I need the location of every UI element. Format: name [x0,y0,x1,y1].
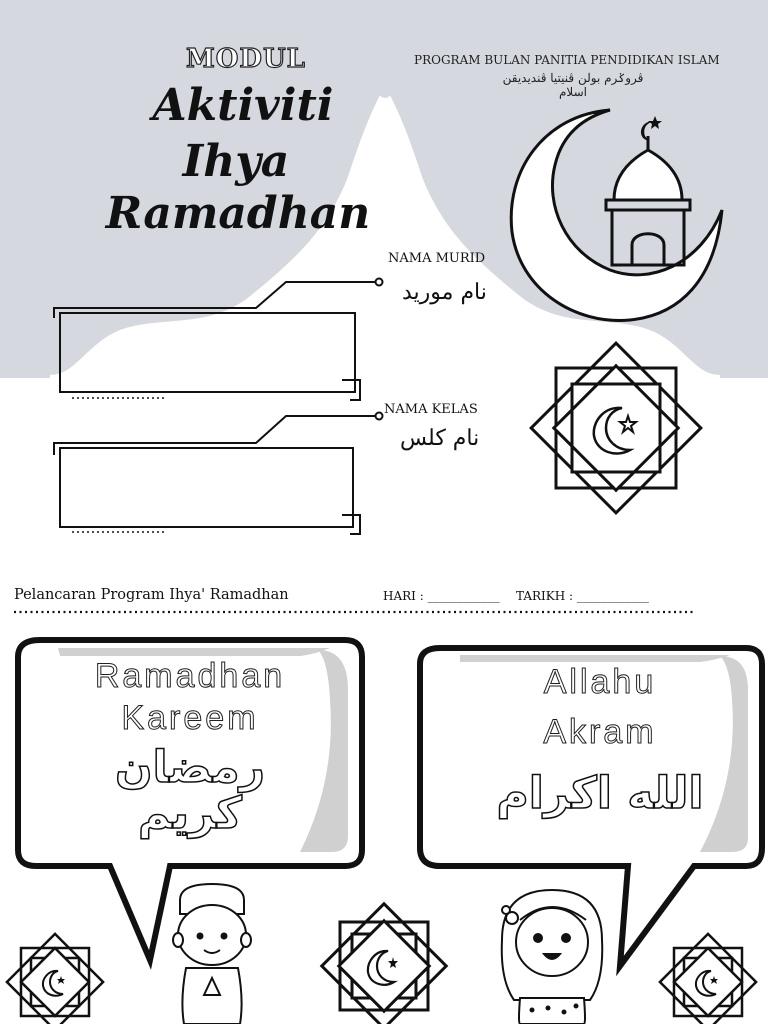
nama-murid-label: NAMA MURID [388,251,486,266]
boy-praying-illustration [173,884,251,1024]
octagram-small-right-icon [660,934,756,1024]
title-line-1: Aktiviti [152,80,334,131]
nama-kelas-jawi: نام کلس [400,426,480,451]
nama-murid-field[interactable] [66,318,352,388]
launch-title: Pelancaran Program Ihya' Ramadhan [14,587,289,603]
tarikh-field[interactable]: TARIKH : ____________ [516,589,649,603]
program-title: PROGRAM BULAN PANITIA PENDIDIKAN ISLAM [414,53,720,67]
hari-field[interactable]: HARI : ____________ [383,589,500,603]
title-line-2: Ihya [182,136,290,187]
octagram-small-left-icon [7,934,103,1024]
nama-kelas-label: NAMA KELAS [384,402,478,417]
bubble-right-arabic: الله اكرام [496,768,704,819]
bubble-right-line2: Akram [543,713,657,751]
nama-kelas-field[interactable] [66,453,350,523]
bubble-left-arabic-2: كريم [138,788,242,839]
bubble-left-line1: Ramadhan [94,657,286,695]
nama-murid-jawi: نام موريد [402,280,487,305]
octagram-crescent-icon [531,343,701,513]
bubble-left-arabic-1: رمضان [114,742,265,793]
girl-hijab-illustration [502,890,603,1024]
program-title-jawi: ڤروݢرم بولن ڤنيتيا ڤنديديقن اسلام [502,71,644,99]
modul-label: MODUL [186,44,306,74]
bubble-left-line2: Kareem [121,699,259,737]
title-line-3: Ramadhan [105,188,371,239]
octagram-center-icon [322,904,446,1024]
bubble-right-line1: Allahu [543,663,657,701]
